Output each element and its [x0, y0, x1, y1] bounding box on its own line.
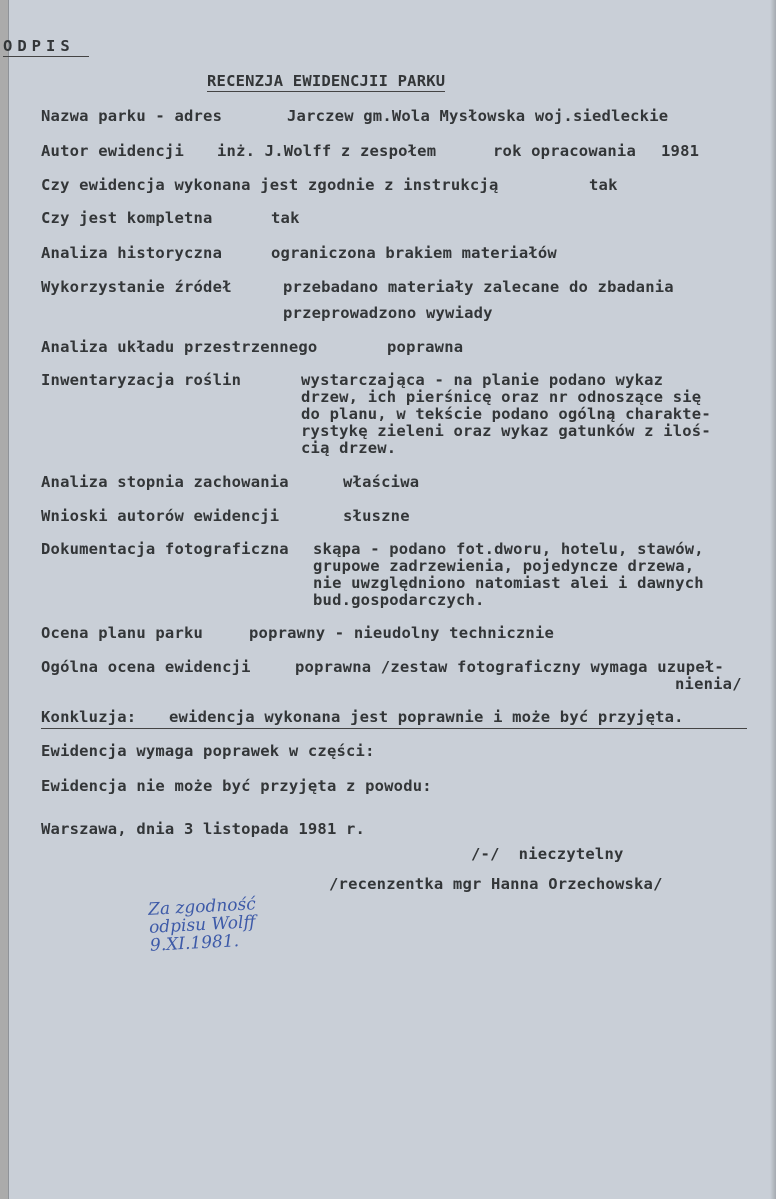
photo-value-line2: grupowe zadrzewienia, pojedyncze drzewa,: [313, 557, 695, 575]
handwritten-line1: Za zgodność: [147, 894, 257, 920]
author-value: inż. J.Wolff z zespołem: [217, 142, 437, 160]
photo-label: Dokumentacja fotograficzna: [41, 540, 289, 558]
complete-value: tak: [271, 209, 300, 227]
rejection-line: Ewidencja nie może być przyjęta z powodu:: [41, 777, 432, 795]
history-label: Analiza historyczna: [41, 244, 223, 262]
compliance-label: Czy ewidencja wykonana jest zgodnie z instrukcją: [41, 176, 499, 194]
complete-label: Czy jest kompletna: [41, 209, 213, 227]
plan-label: Ocena planu parku: [41, 624, 204, 642]
document-title: RECENZJA EWIDENCJII PARKU: [207, 72, 446, 90]
reviewer-line: /recenzentka mgr Hanna Orzechowska/: [329, 875, 663, 893]
overall-value-line2: nienia/: [675, 675, 742, 693]
photo-value-line3: nie uwzględniono natomiast alei i dawnych: [313, 574, 704, 592]
photo-value-line4: bud.gospodarczych.: [313, 591, 485, 609]
compliance-value: tak: [589, 176, 618, 194]
layout-label: Analiza układu przestrzennego: [41, 338, 318, 356]
plants-value-line5: cią drzew.: [301, 439, 397, 457]
plants-value-line1: wystarczająca - na planie podano wykaz: [301, 371, 664, 389]
sources-value-line1: przebadano materiały zalecane do zbadania: [283, 278, 674, 296]
copy-label: ODPIS: [3, 38, 89, 57]
photo-value-line1: skąpa - podano fot.dworu, hotelu, stawów,: [313, 540, 704, 558]
conclusion-underline: [41, 728, 747, 729]
handwritten-line3: 9.XI.1981.: [149, 931, 240, 956]
plants-label: Inwentaryzacja roślin: [41, 371, 242, 389]
conclusion-label: Konkluzja:: [41, 708, 137, 726]
conclusions-value: słuszne: [343, 507, 410, 525]
sources-value-line2: przeprowadzono wywiady: [283, 304, 493, 322]
park-value: Jarczew gm.Wola Mysłowska woj.siedleckie: [287, 107, 669, 125]
conclusion-value: ewidencja wykonana jest poprawnie i może być przyjęta.: [169, 708, 684, 726]
handwritten-certification: [148, 895, 258, 955]
signature-line: /-/ nieczytelny: [471, 845, 624, 863]
partial-correction-line: Ewidencja wymaga poprawek w części:: [41, 742, 375, 760]
plants-value-line4: rystykę zieleni oraz wykaz gatunków z iloś-: [301, 422, 711, 440]
conclusions-label: Wnioski autorów ewidencji: [41, 507, 280, 525]
layout-value: poprawna: [387, 338, 464, 356]
plants-value-line2: drzew, ich pierśnicę oraz nr odnoszące się: [301, 388, 702, 406]
history-value: ograniczona brakiem materiałów: [271, 244, 557, 262]
handwritten-line2: odpisu Wolff: [148, 912, 257, 938]
park-label: Nazwa parku - adres: [41, 107, 223, 125]
overall-label: Ogólna ocena ewidencji: [41, 658, 251, 676]
sources-label: Wykorzystanie źródeł: [41, 278, 232, 296]
year-value: 1981: [661, 142, 700, 160]
plan-value: poprawny - nieudolny technicznie: [249, 624, 555, 642]
year-label: rok opracowania: [493, 142, 636, 160]
overall-value-line1: poprawna /zestaw fotograficzny wymaga uzupeł-: [295, 658, 724, 676]
author-label: Autor ewidencji: [41, 142, 184, 160]
page-edge-shadow: [770, 0, 776, 1199]
preservation-label: Analiza stopnia zachowania: [41, 473, 289, 491]
date-line: Warszawa, dnia 3 listopada 1981 r.: [41, 820, 366, 838]
plants-value-line3: do planu, w tekście podano ogólną charakte-: [301, 405, 711, 423]
preservation-value: właściwa: [343, 473, 420, 491]
document-page: [3, 0, 776, 1199]
